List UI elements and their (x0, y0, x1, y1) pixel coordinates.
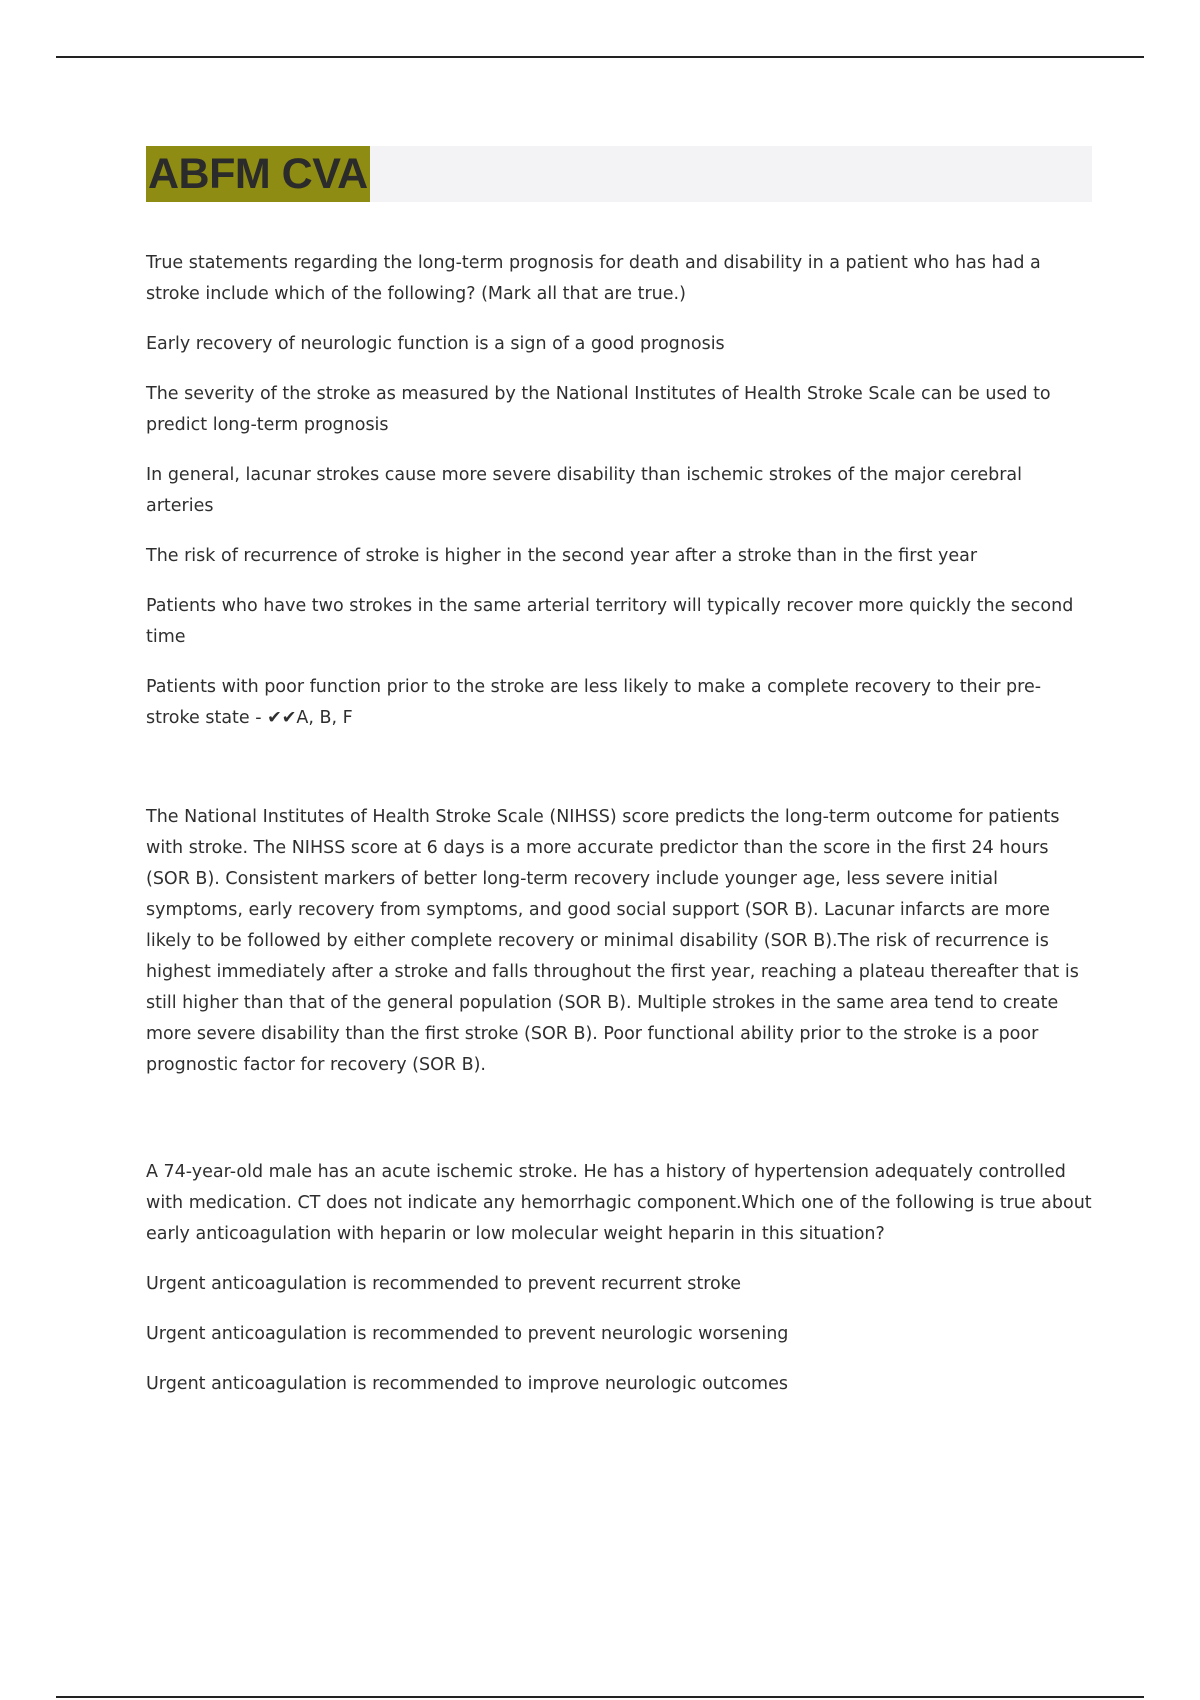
footer-rule (56, 1696, 1144, 1698)
header-rule (56, 56, 1144, 58)
question-1-option-b: The severity of the stroke as measured by the National Institutes of Health Stroke Scale can be used to predict long-term prognosis (146, 384, 1051, 435)
question-2-option-a: Urgent anticoagulation is recommended to prevent recurrent stroke (146, 1274, 741, 1294)
document-page (146, 146, 1092, 1419)
question-1-explanation: The National Institutes of Health Stroke Scale (NIHSS) score predicts the long-term outcome for patients with stroke. The NIHSS score at 6 days is a more accurate predictor than the score in the first 24 hours (SOR B). Consistent markers of better long-term recovery include younger age, less severe initial symptoms, early recovery from symptoms, and good social support (SOR B). Lacunar infarcts are more likely to be followed by either complete recovery or minimal disability (SOR B).The risk of recurrence is highest immediately after a stroke and falls throughout the first year, reaching a plateau thereafter that is still higher than that of the general population (SOR B). Multiple strokes in the same area tend to create more severe disability than the first stroke (SOR B). Poor functional ability prior to the stroke is a poor prognostic factor for recovery (SOR B). (146, 807, 1079, 1075)
question-2-option-b: Urgent anticoagulation is recommended to prevent neurologic worsening (146, 1324, 789, 1344)
question-1-option-e: Patients who have two strokes in the same arterial territory will typically recover more quickly the second time (146, 596, 1074, 647)
question-2-option-c: Urgent anticoagulation is recommended to improve neurologic outcomes (146, 1374, 788, 1394)
document-title: ABFM CVA (146, 146, 370, 202)
title-bar (146, 146, 1092, 202)
question-1-stem: True statements regarding the long-term prognosis for death and disability in a patient who has had a stroke include which of the following? (Mark all that are true.) (146, 253, 1041, 304)
question-1-option-f-answer: Patients with poor function prior to the stroke are less likely to make a complete recovery to their pre-stroke state - ✔✔A, B, F (146, 677, 1042, 728)
question-2-stem: A 74-year-old male has an acute ischemic stroke. He has a history of hypertension adequately controlled with medication. CT does not indicate any hemorrhagic component.Which one of the following is true about early anticoagulation with heparin or low molecular weight heparin in this situation? (146, 1162, 1092, 1244)
question-1-option-d: The risk of recurrence of stroke is higher in the second year after a stroke than in the first year (146, 546, 978, 566)
question-1-option-c: In general, lacunar strokes cause more severe disability than ischemic strokes of the major cerebral arteries (146, 465, 1022, 516)
question-1-option-a: Early recovery of neurologic function is a sign of a good prognosis (146, 334, 725, 354)
